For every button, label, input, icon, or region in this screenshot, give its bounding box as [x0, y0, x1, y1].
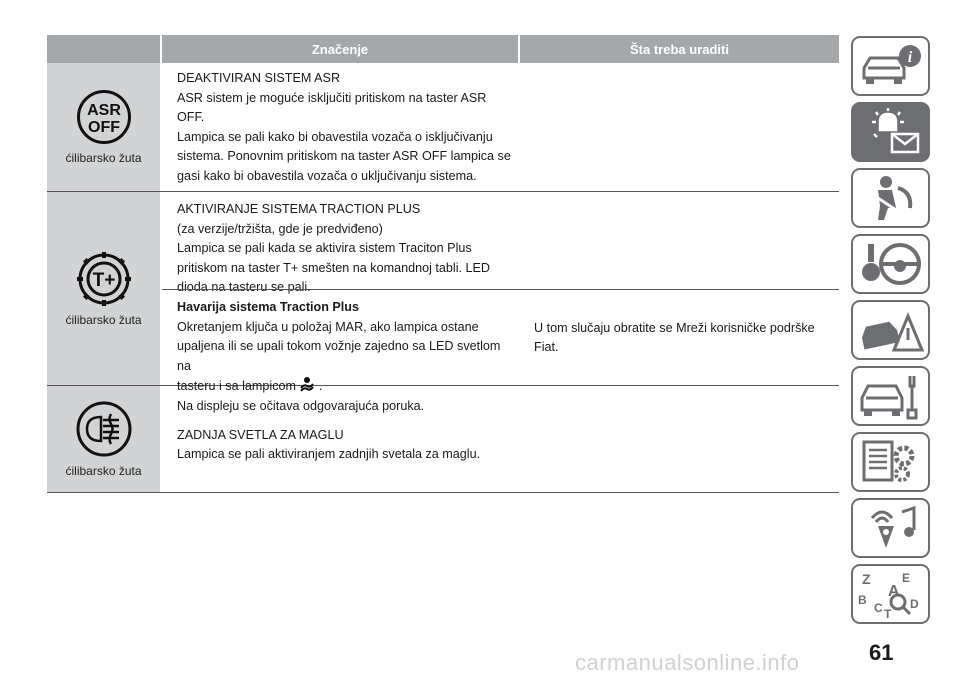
tab-multimedia[interactable]: [851, 498, 930, 558]
warning-lights-table: [47, 35, 839, 493]
tab-warning-lights[interactable]: [851, 102, 930, 162]
traction-plus-icon: [76, 251, 132, 307]
meaning-line: Lampica se pali kada se aktivira sistem Traciton Plus: [177, 241, 472, 255]
meaning-line: upaljena ili se upali tokom vožnje zajedno sa LED svetlom na: [177, 339, 501, 373]
table-row: [47, 386, 839, 493]
color-label: ćilibarsko žuta: [65, 464, 142, 478]
tab-maintenance[interactable]: [851, 366, 930, 426]
meaning-text: .: [318, 379, 323, 393]
tab-safety[interactable]: [851, 168, 930, 228]
svg-text:OFF: OFF: [87, 119, 120, 136]
table-row: [47, 192, 839, 413]
svg-text:ASR: ASR: [86, 102, 121, 119]
header-action: Šta treba uraditi: [630, 41, 729, 57]
table-header: [47, 35, 839, 63]
page-number: 61: [869, 640, 894, 665]
svg-text:C: C: [873, 601, 883, 615]
sub-row-failure: [162, 289, 839, 413]
alphabetical-index-icon: [858, 570, 924, 618]
meaning-line: Okretanjem ključa u položaj MAR, ako lampica ostane: [177, 319, 479, 334]
svg-text:Z: Z: [861, 571, 871, 587]
meaning-line: pritiskom na taster T+ smešten na komandnoj tabli. LED: [177, 260, 491, 275]
accident-warning-icon: [858, 306, 924, 354]
svg-text:T+: T+: [92, 269, 115, 291]
meaning-line: sistema. Ponovnim pritiskom na taster ASR OFF lampica se: [177, 149, 511, 163]
color-label: ćilibarsko žuta: [65, 312, 142, 327]
action-cell: [520, 192, 839, 289]
meaning-cell: [162, 290, 520, 413]
meaning-cell: [162, 63, 520, 191]
icon-cell: [47, 192, 162, 385]
header-icon-column: [47, 35, 162, 63]
car-info-icon: [858, 42, 924, 90]
tab-emergency[interactable]: [851, 300, 930, 360]
icon-cell: [47, 63, 162, 191]
meaning-line: Na displeju se očitava odgovarajuća poruka.: [177, 398, 425, 413]
icon-cell: [47, 386, 162, 492]
warning-lights-icon: [858, 108, 924, 156]
multimedia-icon: [858, 504, 924, 552]
meaning-line: dioda na tasteru se pali.: [177, 280, 311, 294]
color-label: ćilibarsko žuta: [65, 151, 142, 165]
meaning-title: ZADNJA SVETLA ZA MAGLU: [177, 427, 344, 442]
meaning-cell: [162, 386, 520, 492]
action-cell: U tom slučaju obratite se Mreži korisničke podrške Fiat.: [534, 320, 815, 354]
svg-text:A: A: [887, 583, 900, 600]
header-meaning: Značenje: [162, 35, 520, 63]
svg-text:E: E: [901, 571, 910, 585]
sub-row-activation: [162, 192, 839, 294]
meaning-cell: [162, 192, 520, 294]
table-row: [47, 63, 839, 192]
meaning-line: Lampica se pali kako bi obavestila vozača o isključivanju: [177, 129, 493, 144]
tab-steering[interactable]: [851, 234, 930, 294]
svg-text:i: i: [907, 49, 912, 66]
tab-index[interactable]: [851, 564, 930, 624]
asr-off-icon: [76, 89, 132, 145]
meaning-title: DEAKTIVIRAN SISTEM ASR: [177, 71, 341, 85]
svg-text:D: D: [909, 597, 919, 611]
svg-text:T: T: [883, 607, 891, 618]
action-cell: [520, 386, 839, 492]
meaning-text: tasteru i sa lampicom: [177, 379, 296, 393]
rear-fog-light-icon: [75, 400, 133, 458]
meaning-line: ASR sistem je moguće isključiti pritiskom na taster ASR OFF.: [177, 90, 487, 124]
tab-car-info[interactable]: [851, 36, 930, 96]
car-maintenance-icon: [858, 372, 924, 420]
safety-airbag-icon: [858, 174, 924, 222]
meaning-line: gasi kako bi obavestila vozača o uključivanju sistema.: [177, 168, 477, 183]
meaning-title: AKTIVIRANJE SISTEMA TRACTION PLUS: [177, 202, 421, 216]
tab-specifications[interactable]: [851, 432, 930, 492]
chapter-tabs: [851, 36, 931, 630]
svg-text:B: B: [857, 593, 867, 607]
meaning-line: (za verzije/tržišta, gde je predviđeno): [177, 221, 383, 236]
watermark: carmanualsonline.info: [575, 650, 800, 675]
meaning-line: Lampica se pali aktiviranjem zadnjih svetala za maglu.: [177, 447, 481, 461]
steering-wheel-key-icon: [858, 240, 924, 288]
meaning-title: Havarija sistema Traction Plus: [177, 300, 359, 314]
action-cell: [520, 63, 839, 191]
specifications-gear-icon: [858, 438, 924, 486]
